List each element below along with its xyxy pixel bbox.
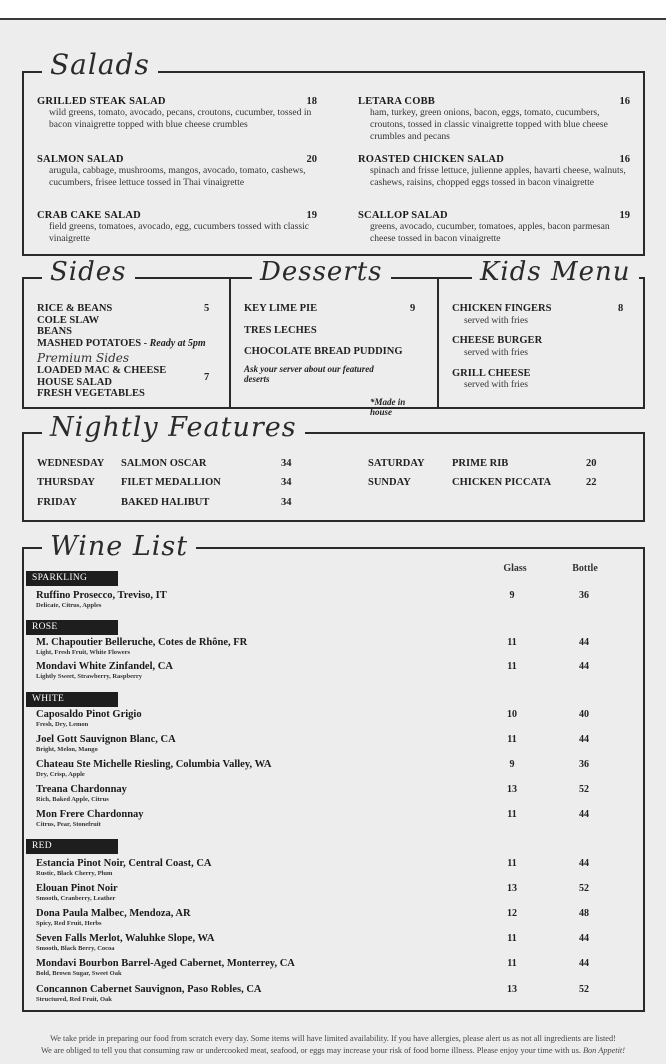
side-item: BEANS <box>37 326 73 337</box>
wine-glass-price: 11 <box>507 637 517 648</box>
wine-glass-price: 10 <box>507 709 517 720</box>
wine-category-red: RED <box>26 839 118 854</box>
nightly-features-title: Nightly Features <box>42 414 305 441</box>
wine-notes: Citrus, Pear, Stonefruit <box>36 821 101 828</box>
wine-item <box>36 984 596 1003</box>
footer-line-2 <box>0 1046 666 1055</box>
wine-item <box>36 883 596 902</box>
wine-bottle-price: 44 <box>579 858 589 869</box>
wine-notes: Structured, Red Fruit, Oak <box>36 996 112 1003</box>
wine-item <box>36 908 596 927</box>
wine-notes: Rich, Baked Apple, Citrus <box>36 796 109 803</box>
wine-notes: Smooth, Black Berry, Cocoa <box>36 945 115 952</box>
nightly-price: 34 <box>281 458 292 469</box>
kids-item-desc: served with fries <box>464 346 528 358</box>
salad-item <box>358 96 630 143</box>
footer-line-1: We take pride in preparing our food from scratch every day. Some items will have limited availability. If you have allergies, please alert us as not all ingredients are listed! <box>50 1034 616 1043</box>
salad-desc: greens, avocado, cucumber, tomatoes, apples, bacon parmesan cheese tossed in bacon vinaigrette <box>370 221 610 244</box>
dessert-item: KEY LIME PIE <box>244 303 318 314</box>
sides-desserts-kids-section <box>22 257 645 417</box>
salad-desc: ham, turkey, green onions, bacon, eggs, tomato, cucumbers, croutons, tossed in classic vinaigrette topped with blue cheese crumbles and pecans <box>370 107 608 142</box>
wine-notes: Spicy, Red Fruit, Herbs <box>36 920 102 927</box>
premium-side-item: LOADED MAC & CHEESE <box>37 365 167 376</box>
desserts-price: 9 <box>410 303 416 314</box>
wine-glass-price: 12 <box>507 908 517 919</box>
wine-notes: Smooth, Cranberry, Leather <box>36 895 116 902</box>
wine-glass-price: 11 <box>507 734 517 745</box>
wine-item <box>36 958 596 977</box>
wine-glass-price: 9 <box>509 759 515 770</box>
salad-name: GRILLED STEAK SALAD <box>37 96 166 107</box>
salad-name: SALMON SALAD <box>37 154 124 165</box>
nightly-price: 20 <box>586 458 597 469</box>
nightly-price: 34 <box>281 477 292 488</box>
wine-name: Mondavi Bourbon Barrel-Aged Cabernet, Monterrey, CA <box>36 958 295 969</box>
nightly-day: SUNDAY <box>368 477 411 488</box>
wine-bottle-price: 44 <box>579 734 589 745</box>
kids-item: CHEESE BURGER <box>452 335 543 347</box>
wine-category-rose: ROSE <box>26 620 118 635</box>
wine-bottle-price: 52 <box>579 784 589 795</box>
wine-item <box>36 809 596 828</box>
wine-notes: Bright, Melon, Mango <box>36 746 98 753</box>
wine-notes: Bold, Brown Sugar, Sweet Oak <box>36 970 122 977</box>
wine-notes: Light, Fresh Fruit, White Flowers <box>36 649 131 656</box>
wine-name: Elouan Pinot Noir <box>36 883 118 894</box>
wine-bottle-price: 44 <box>579 958 589 969</box>
side-item: RICE & BEANS <box>37 303 113 314</box>
wine-category-sparkling: SPARKLING <box>26 571 118 586</box>
column-divider <box>229 279 231 407</box>
desserts-title: Desserts <box>252 259 391 285</box>
salad-price: 19 <box>306 210 317 221</box>
wine-bottle-price: 48 <box>579 908 589 919</box>
wine-item <box>36 933 596 952</box>
wine-notes: Delicate, Citrus, Apples <box>36 602 102 609</box>
wine-glass-price: 11 <box>507 958 517 969</box>
side-item <box>37 338 227 350</box>
salad-item <box>37 96 317 131</box>
wine-notes: Fresh, Dry, Lemon <box>36 721 89 728</box>
salad-price: 19 <box>619 210 630 221</box>
kids-item-desc: served with fries <box>464 314 528 326</box>
wine-bottle-price: 52 <box>579 984 589 995</box>
wine-glass-price: 13 <box>507 883 517 894</box>
salad-price: 20 <box>306 154 317 165</box>
wine-glass-price: 11 <box>507 661 517 672</box>
wine-notes: Lightly Sweet, Strawberry, Raspberry <box>36 673 142 680</box>
wine-item <box>36 661 596 680</box>
salad-item <box>37 210 317 245</box>
nightly-day: FRIDAY <box>37 497 77 508</box>
nightly-dish: FILET MEDALLION <box>121 477 221 488</box>
bottle-header: Bottle <box>572 563 598 574</box>
wine-item <box>36 759 596 778</box>
kids-price: 8 <box>618 303 624 314</box>
wine-bottle-price: 44 <box>579 637 589 648</box>
kids-item: CHICKEN FINGERS <box>452 303 552 314</box>
kids-column <box>452 303 632 431</box>
wine-glass-price: 11 <box>507 933 517 944</box>
wine-bottle-price: 40 <box>579 709 589 720</box>
wine-name: Mon Frere Chardonnay <box>36 809 144 820</box>
salad-desc: wild greens, tomato, avocado, pecans, croutons, cucumber, tossed in bacon vinaigrette topped with blue cheese crumbles <box>49 107 312 130</box>
wine-item <box>36 734 596 753</box>
wine-name: Treana Chardonnay <box>36 784 127 795</box>
nightly-dish: BAKED HALIBUT <box>121 497 210 508</box>
nightly-dish: SALMON OSCAR <box>121 458 207 469</box>
salad-name: LETARA COBB <box>358 96 435 107</box>
dessert-note: Ask your server about our featured deserts <box>244 363 374 385</box>
salad-price: 18 <box>306 96 317 107</box>
footer-disclaimer: We are obliged to tell you that consuming raw or undercooked meat, seafood, or eggs may increase your risk of food borne illness. Please enjoy your time with us. <box>41 1046 581 1055</box>
salad-desc: arugula, cabbage, mushrooms, mangos, avocado, tomato, cashews, cucumbers, frisee lettuce tossed in Thai vinaigrette <box>49 165 306 188</box>
side-item: COLE SLAW <box>37 314 100 326</box>
wine-name: Seven Falls Merlot, Waluhke Slope, WA <box>36 933 215 944</box>
salad-price: 16 <box>619 154 630 165</box>
wine-bottle-price: 52 <box>579 883 589 894</box>
premium-sides-title: Premium Sides <box>37 351 130 365</box>
nightly-day: THURSDAY <box>37 477 95 488</box>
wine-list-title: Wine List <box>42 533 196 560</box>
made-in-house-note: *Made in house <box>370 397 406 417</box>
wine-item <box>36 709 596 728</box>
wine-bottle-price: 44 <box>579 933 589 944</box>
sides-price: 5 <box>204 303 210 314</box>
salads-title: Salads <box>42 51 158 79</box>
salads-section <box>22 48 645 256</box>
nightly-features-section <box>22 412 645 522</box>
premium-side-item: HOUSE SALAD <box>37 376 112 388</box>
salad-item <box>358 154 630 189</box>
wine-item <box>36 637 596 656</box>
nightly-price: 22 <box>586 477 597 488</box>
salad-name: CRAB CAKE SALAD <box>37 210 141 221</box>
salad-item <box>358 210 630 245</box>
wine-glass-price: 13 <box>507 984 517 995</box>
wine-notes: Rustic, Black Cherry, Plum <box>36 870 113 877</box>
wine-name: Dona Paula Malbec, Mendoza, AR <box>36 908 191 919</box>
column-divider <box>437 279 439 407</box>
salad-name: ROASTED CHICKEN SALAD <box>358 154 504 165</box>
salad-price: 16 <box>619 96 630 107</box>
wine-name: Joel Gott Sauvignon Blanc, CA <box>36 734 176 745</box>
top-bar <box>0 0 666 20</box>
wine-glass-price: 9 <box>509 590 515 601</box>
wine-category-white: WHITE <box>26 692 118 707</box>
salad-item <box>37 154 317 189</box>
side-item-note: - Ready at 5pm <box>143 337 206 349</box>
dessert-item: CHOCOLATE BREAD PUDDING <box>244 346 403 357</box>
sides-title: Sides <box>42 259 135 285</box>
wine-name: Mondavi White Zinfandel, CA <box>36 661 173 672</box>
wine-bottle-price: 36 <box>579 759 589 770</box>
kids-menu-title: Kids Menu <box>472 259 639 285</box>
wine-name: Caposaldo Pinot Grigio <box>36 709 142 720</box>
kids-item-desc: served with fries <box>464 379 528 391</box>
salad-desc: spinach and frisse lettuce, julienne apples, havarti cheese, walnuts, cashews, raisins, chopped eggs tossed in bacon vinaigrette <box>370 165 626 188</box>
salad-desc: field greens, tomatoes, avocado, egg, cucumbers tossed with classic vinaigrette <box>49 221 310 244</box>
footer-sign-off: Bon Appetit! <box>582 1046 625 1055</box>
wine-glass-price: 13 <box>507 784 517 795</box>
wine-name: Concannon Cabernet Sauvignon, Paso Robles, CA <box>36 984 262 995</box>
nightly-dish: PRIME RIB <box>452 458 509 469</box>
wine-item <box>36 784 596 803</box>
wine-item <box>36 590 596 609</box>
nightly-day: WEDNESDAY <box>37 458 105 469</box>
wine-bottle-price: 44 <box>579 661 589 672</box>
side-item-name: MASHED POTATOES <box>37 337 142 349</box>
nightly-day: SATURDAY <box>368 458 425 469</box>
glass-header: Glass <box>503 563 527 574</box>
salad-name: SCALLOP SALAD <box>358 210 448 221</box>
wine-name: Ruffino Prosecco, Treviso, IT <box>36 590 167 601</box>
wine-bottle-price: 44 <box>579 809 589 820</box>
premium-sides-price: 7 <box>204 372 210 383</box>
wine-notes: Dry, Crisp, Apple <box>36 771 85 778</box>
wine-name: Estancia Pinot Noir, Central Coast, CA <box>36 858 212 869</box>
dessert-item: TRES LECHES <box>244 324 317 336</box>
wine-glass-price: 11 <box>507 809 517 820</box>
nightly-dish: CHICKEN PICCATA <box>452 477 552 488</box>
wine-name: Chateau Ste Michelle Riesling, Columbia Valley, WA <box>36 759 272 770</box>
premium-side-item: FRESH VEGETABLES <box>37 388 145 399</box>
wine-bottle-price: 36 <box>579 590 589 601</box>
kids-item: GRILL CHEESE <box>452 367 531 379</box>
wine-name: M. Chapoutier Belleruche, Cotes de Rhône, FR <box>36 637 248 648</box>
nightly-price: 34 <box>281 497 292 508</box>
wine-glass-price: 11 <box>507 858 517 869</box>
wine-item <box>36 858 596 877</box>
